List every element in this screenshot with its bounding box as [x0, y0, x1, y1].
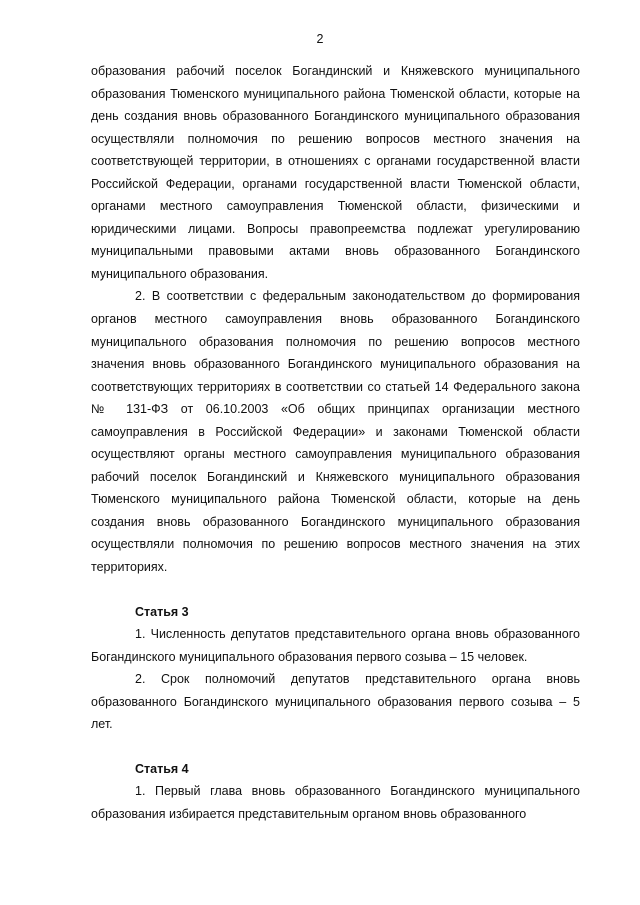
page-number: 2: [316, 32, 324, 46]
article-3-heading: Статья 3: [135, 604, 189, 619]
article-3-item-1: 1. Численность депутатов представительного органа вновь образованного Богандинского муниципального образования первого созыва – 15 человек.: [91, 627, 580, 664]
paragraph-item-2: 2. В соответствии с федеральным законодательством до формирования органов местного самоуправления вновь образованного Богандинского муниципального образования полномочия по решению вопросов местного значения вновь образованного Богандинского муниципального образования на соответствующих территориях в соответствии со статьей 14 Федерального закона № 131-ФЗ от 06.10.2003 «Об общих принципах организации местного самоуправления в Российской Федерации» и законами Тюменской области осуществляют органы местного самоуправления муниципального образования рабочий поселок Богандинский и Княжевского муниципального образования Тюменского муниципального района Тюменской области, которые на день создания вновь образованного Богандинского муниципального образования осуществляли полномочия по решению вопросов местного значения на этих территориях.: [91, 289, 580, 575]
spacer: [91, 579, 580, 601]
spacer: [91, 736, 580, 758]
article-4-item-1: 1. Первый глава вновь образованного Богандинского муниципального образования избирается представительным органом вновь образованного: [91, 784, 580, 821]
document-body: [91, 60, 580, 826]
article-4-heading: Статья 4: [135, 761, 189, 776]
article-3-item-2: 2. Срок полномочий депутатов представительного органа вновь образованного Богандинского муниципального образования первого созыва – 5 лет.: [91, 672, 580, 732]
paragraph-continuation: образования рабочий поселок Богандинский и Княжевского муниципального образования Тюменского муниципального района Тюменской области, которые на день создания вновь образованного Богандинского муниципального образования осуществляли полномочия по решению вопросов местного значения на соответствующей территории, в отношениях с органами государственной власти Российской Федерации, органами государственной власти Тюменской области, органами местного самоуправления Тюменской области, физическими и юридическими лицами. Вопросы правопреемства подлежат урегулированию муниципальными правовыми актами вновь образованного Богандинского муниципального образования.: [91, 64, 580, 281]
